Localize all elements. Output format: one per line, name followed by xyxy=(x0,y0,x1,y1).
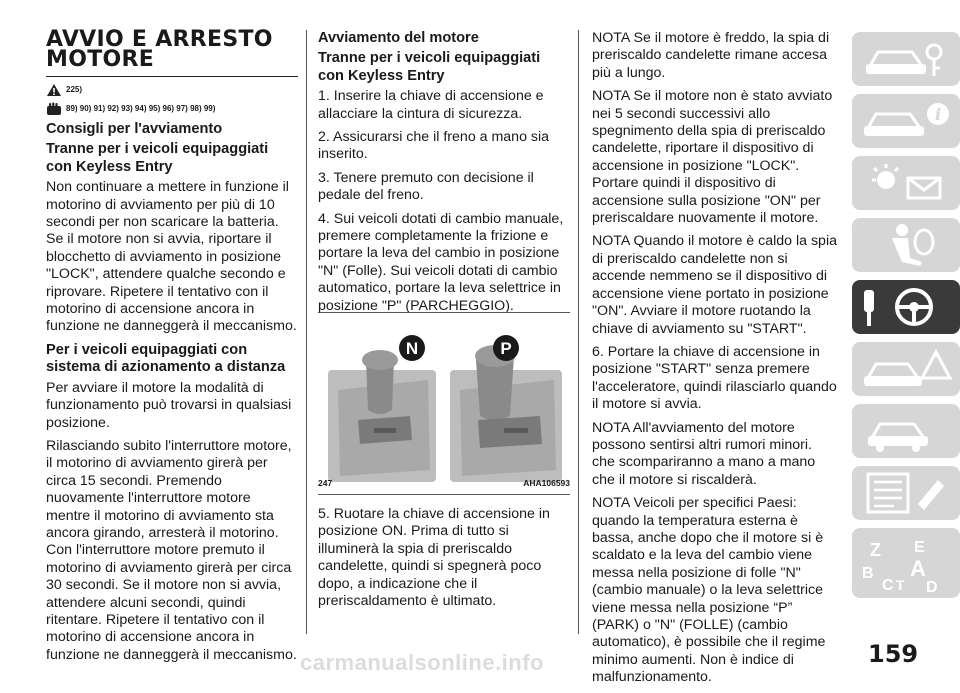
svg-text:C: C xyxy=(882,577,894,594)
note-3: NOTA Quando il motore è caldo la spia di preriscaldo candelette non si accende nemmeno se il dispositivo di accensione viene portato in posizione "ON". Avviare il motore ruotando la chiave di avviamento su "START". xyxy=(592,233,837,337)
svg-text:i: i xyxy=(934,105,942,124)
neutral-label: N xyxy=(405,339,419,358)
caution-hand-icon xyxy=(46,102,62,116)
heading-remote: Per i veicoli equipaggiati con sistema di azionamento a distanza xyxy=(46,341,286,376)
heading-consigli: Consigli per l'avviamento xyxy=(46,121,223,137)
svg-text:E: E xyxy=(914,539,925,556)
step-6: 6. Portare la chiave di accensione in posizione "START" senza premere l'acceleratore, quindi rilasciarlo quando il motore si avvia. xyxy=(592,343,837,413)
column-divider xyxy=(306,30,307,634)
svg-text:B: B xyxy=(862,565,874,582)
warning-ref-2 xyxy=(46,102,298,116)
tab-car-key[interactable] xyxy=(852,32,960,86)
step-2: 2. Assicurarsi che il freno a mano sia inserito. xyxy=(318,129,550,163)
index-list-icon xyxy=(852,466,960,520)
note-2: NOTA Se il motore non è stato avviato nei 5 secondi successivi allo spegnimento della spia di preriscaldo candelette, riportare il dispositivo di accensione in posizione "LOCK". Portare quindi il dispositivo di accensione sulla posizione "ON" per preriscaldare nuovamente il motore. xyxy=(592,88,833,227)
tab-alphabet-index[interactable] xyxy=(852,528,960,598)
car-info-icon xyxy=(852,94,960,148)
heading-avviamento: Avviamento del motore xyxy=(318,30,479,46)
svg-text:T: T xyxy=(896,577,905,593)
warning-ref-text: 225) xyxy=(66,85,83,94)
page-number: 159 xyxy=(868,640,919,668)
warning-ref-1 xyxy=(46,83,298,97)
automatic-selector-lever xyxy=(450,345,562,482)
gear-lever-figure xyxy=(318,320,570,494)
figure-code: AHA106593 xyxy=(523,478,570,488)
step-5: 5. Ruotare la chiave di accensione in posizione ON. Prima di tutto si illuminerà la spia di preriscaldo candelette, quindi si spegnerà poco dopo, a indicazione che il preriscaldamento è ultimato. xyxy=(318,506,550,610)
svg-text:D: D xyxy=(926,579,938,596)
heading-keyless-2: Tranne per i veicoli equipaggiati con Keyless Entry xyxy=(318,50,541,84)
warning-triangle-icon xyxy=(46,83,62,97)
warning-ref-text: 89) 90) 91) 92) 93) 94) 95) 96) 97) 98) 99) xyxy=(66,104,216,113)
svg-text:Z: Z xyxy=(870,540,881,560)
airbag-seat-icon xyxy=(852,218,960,272)
step-4: 4. Sui veicoli dotati di cambio manuale, premere completamente la frizione e portare la leva del cambio in posizione "N" (Folle). Sui veicoli dotati di cambio automatico, portare la leva selettrice in posizione "P" (PARCHEGGIO). xyxy=(318,210,564,314)
step-3: 3. Tenere premuto con decisione il pedale del freno. xyxy=(318,169,534,204)
svg-text:A: A xyxy=(910,556,926,581)
figure-number: 247 xyxy=(318,478,333,488)
tab-dashboard-lights[interactable] xyxy=(852,156,960,210)
section-title: AVVIO E ARRESTO MOTORE xyxy=(46,27,273,72)
alphabet-index-icon xyxy=(852,528,960,598)
park-label: P xyxy=(500,339,512,358)
tab-airbag-seat[interactable] xyxy=(852,218,960,272)
paragraph: Per avviare il motore la modalità di funzionamento può trovarsi in qualsiasi posizione. xyxy=(46,379,292,431)
figure-bottom-rule xyxy=(318,494,570,495)
title-rule xyxy=(46,76,298,77)
car-warning-icon xyxy=(852,342,960,396)
figure-caption xyxy=(318,478,570,488)
figure-top-rule xyxy=(318,312,570,313)
car-service-icon xyxy=(852,404,960,458)
manual-gear-lever xyxy=(328,350,436,482)
car-key-icon xyxy=(852,32,960,86)
tab-index-list[interactable] xyxy=(852,466,960,520)
tab-starting-driving[interactable] xyxy=(852,280,960,334)
note-4: NOTA All'avviamento del motore possono sentirsi altri rumori minori. che scompariranno a mano a mano che il motore si riscalderà. xyxy=(592,419,816,488)
paragraph: Non continuare a mettere in funzione il motorino di avviamento per più di 10 secondi per non scaricare la batteria. Se il motore non si avvia, riportare il blocchetto di avviamento in posizione "LOCK", attendere qualche secondo e riprovare. Ripetere il tentativo con il motorino di accensione ancora in funzione ne danneggerà il meccanismo. xyxy=(46,179,297,335)
note-5: NOTA Veicoli per specifici Paesi: quando la temperatura esterna è bassa, anche dopo che il motore si è scaldato e la leva del cambio viene messa nella posizione di folle "N" (cambio manuale) o la leva selettrice viene messa nella posizione “P” (PARK) o "N" (FOLLE) (cambio automatico), è possibile che il regime minimo aumenti. Non è indice di malfunzionamento. xyxy=(592,495,826,686)
column-divider xyxy=(578,30,579,634)
column-2-continued xyxy=(318,506,564,616)
dashboard-lights-icon xyxy=(852,156,960,210)
tab-car-warning[interactable] xyxy=(852,342,960,396)
tab-car-info[interactable] xyxy=(852,94,960,148)
watermark: carmanualsonline.info xyxy=(300,650,544,675)
column-2 xyxy=(318,30,564,321)
heading-keyless-1: Tranne per i veicoli equipaggiati con Keyless Entry xyxy=(46,141,269,175)
steering-key-icon xyxy=(852,280,960,334)
note-1: NOTA Se il motore è freddo, la spia di preriscaldo candelette rimane accesa più a lungo. xyxy=(592,30,830,81)
column-1 xyxy=(46,27,298,670)
column-3 xyxy=(592,30,838,693)
paragraph: Rilasciando subito l'interruttore motore, il motorino di avviamento girerà per circa 15 secondi. Premendo nuovamente l'interruttore motore mentre il motorino di avviamento sta ancora girando, arresterà il motorino. Con l'interruttore motore premuto il motorino di avviamento girerà per circa 30 secondi. Se il motore non si avvia, attendere alcuni secondi, quindi ritentare. Ripetere il tentativo con il motorino di accensione ancora in funzione ne danneggerà il meccanismo. xyxy=(46,437,297,663)
tab-car-service[interactable] xyxy=(852,404,960,458)
step-1: 1. Inserire la chiave di accensione e allacciare la cintura di sicurezza. xyxy=(318,88,544,122)
